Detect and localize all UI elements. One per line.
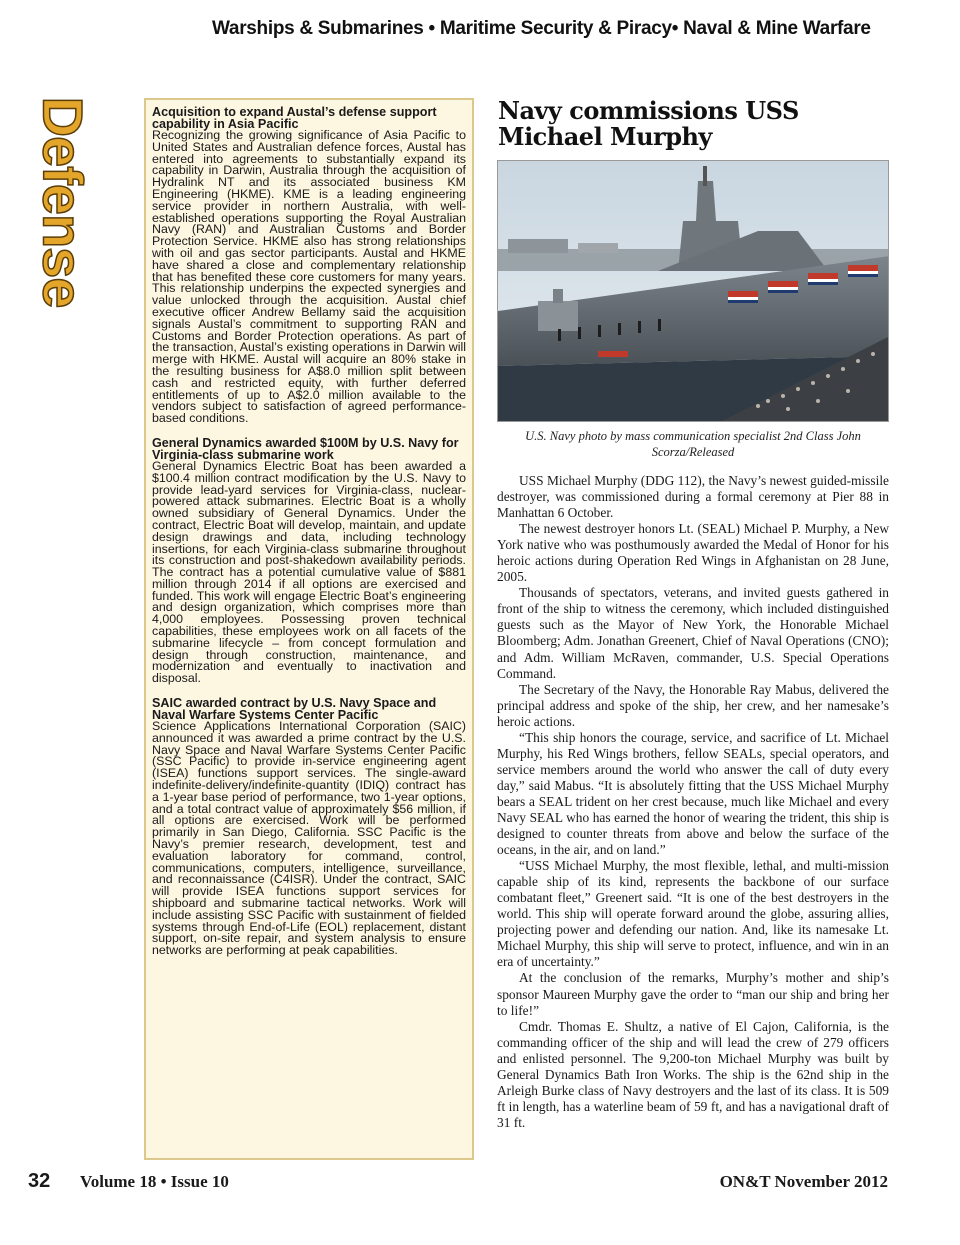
article-paragraph: “USS Michael Murphy, the most flexible, lethal, and multi-mission capable ship of its kind, represents the backbone of our surface combatant fleet,” Greenert said. “It is one of the best destroyers in the world. This ship will operate forward around the globe, assuring allies, projecting power and defending our nation. And, like its namesake Lt. Michael Murphy, this ship will serve to protect, influence, and win in an era of uncertainty.” (497, 858, 889, 970)
sidebar-item-body: Science Applications International Corporation (SAIC) announced it was awarded a prime contract by the U.S. Navy Space and Naval Warfare Systems Center Pacific (SSC Pacific) to provide in-service engineering agent (ISEA) functions support services. The single-award indefinite-delivery/indefinite-quantity (IDIQ) contract has a 1-year base period of performance, two 1-year options, and a total contract value of approximately $56 million, if all options are exercised. Work will be performed primarily in San Diego, California. SSC Pacific is the Navy’s premier research, development, test and evaluation laboratory for command, control, communications, computers, intelligence, surveillance, and reconnaissance (C4ISR). Under the contract, SAIC will provide ISEA functions support services for shipboard and submarine tactical networks. Work will include assisting SSC Pacific with sustainment of fielded systems through End-of-Life (EOL) replacement, distant support, on-site repair, and system analysis to ensure networks are performing at peak capabilities. (152, 719, 466, 958)
article-paragraph: Thousands of spectators, veterans, and invited guests gathered in front of the ship to witness the ceremony, which included distinguished guests such as the Mayor of New York, the Honorable Michael Bloomberg; Adm. Jonathan Greenert, Chief of Naval Operations (CNO); and Adm. William McRaven, commander, U.S. Special Operations Command. (497, 585, 889, 681)
sidebar-item-body: General Dynamics Electric Boat has been awarded a $100.4 million contract modification by the U.S. Navy to provide lead-yard services for Virginia-class, nuclear-powered attack submarines. Electric Boat is a wholly owned subsidiary of General Dynamics. Under the contract, Electric Boat will develop, maintain, and update design drawings and data, including technology insertions, for each Virginia-class submarine throughout its construction and post-shakedown availability periods. The contract has a potential cumulative value of $881 million through 2014 if all options are exercised and funded. This work will engage Electric Boat’s engineering and design organization, which comprises more than 4,000 employees. Possessing proven technical capabilities, these employees work on all facets of the submarine lifecycle – from concept formulation and design through construction, maintenance, and modernization and eventually to inactivation and disposal. (152, 458, 466, 686)
ship-commissioning-photo (497, 160, 889, 422)
sidebar-item-title: SAIC awarded contract by U.S. Navy Space and Naval Warfare Systems Center Pacific (152, 696, 437, 723)
sidebar-item-title: Acquisition to expand Austal’s defense support capability in Asia Pacific (152, 105, 437, 131)
article-paragraph: Cmdr. Thomas E. Shultz, a native of El Cajon, California, is the commanding officer of the ship and will lead the crew of 279 officers and enlisted personnel. The 9,200-ton Michael Murphy was built by General Dynamics Bath Iron Works. The ship is the 62nd ship in the Arleigh Burke class of Navy destroyers and the last of its class. It is 509 ft in length, has a waterline beam of 59 ft, and has a navigational draft of 31 ft. (497, 1018, 889, 1130)
article-paragraph: The Secretary of the Navy, the Honorable Ray Mabus, delivered the principal address and spoke of the ship, her crew, and her namesake’s heroic actions. (497, 681, 889, 729)
article-headline: Navy commissions USS Michael Murphy (498, 96, 799, 151)
article-body (497, 473, 889, 1131)
news-sidebar (144, 98, 474, 1160)
article-paragraph: The newest destroyer honors Lt. (SEAL) Michael P. Murphy, a New York native who was posthumously awarded the Medal of Honor for his heroic actions during Operation Red Wings in Afghanistan on 28 June, 2005. (497, 521, 889, 585)
article-paragraph: At the conclusion of the remarks, Murphy’s mother and ship’s sponsor Maureen Murphy gave the order to “man our ship and bring her to life!” (497, 970, 889, 1018)
sidebar-news-item (152, 437, 466, 685)
sidebar-news-item (152, 697, 466, 957)
volume-issue: Volume 18 • Issue 10 (80, 1172, 229, 1191)
photo-caption: U.S. Navy photo by mass communication specialist 2nd Class John Scorza/Released (525, 429, 861, 459)
section-tab-label: Defense (31, 96, 95, 308)
publication-date: ON&T November 2012 (719, 1172, 888, 1191)
article-paragraph: USS Michael Murphy (DDG 112), the Navy’s newest guided-missile destroyer, was commissioned during a formal ceremony at Pier 88 in Manhattan 6 October. (497, 473, 889, 521)
article-paragraph: “This ship honors the courage, service, and sacrifice of Lt. Michael Murphy, his Red Wings brothers, fellow SEALs, special operators, and service members around the world who answer the call of duty every day,” said Mabus. “It is absolutely fitting that the USS Michael Murphy bears a SEAL trident on her crest because, much like Michael and every Navy SEAL who has earned the honor of wearing the trident, this ship is designed to counter threats from above and below the surface of the oceans, in the air, and on land.” (497, 729, 889, 858)
section-tab (31, 96, 95, 308)
page-number: 32 (28, 1170, 51, 1192)
sidebar-item-body: Recognizing the growing significance of Asia Pacific to United States and Australian defence forces, Austal has entered into agreements to substantially expand its capability in Darwin, Australia through the acquisition of Hydralink NT and its associated business KM Engineering (HKME). KME is a leading engineering service provider in northern Australia, with well-established operations supporting the Royal Australian Navy (RAN) and Australian Customs and Border Protection Service. HKME also has strong relationships with oil and gas sector participants. Austal and HKME have shared a close and complementary relationship that has benefited these core customers for many years. This relationship underpins the expected synergies and value unlocked through the acquisition. Austal chief executive officer Andrew Bellamy said the acquisition signals Austal’s commitment to supporting RAN and Customs and Border Protection operations. As part of the transaction, Austal’s existing operations in Darwin will merge with HKME. Austal will acquire an 80% stake in the resulting business for A$8.0 million split between cash and restricted equity, with further deferred entitlements of up to A$2.0 million available to the vendors subject to satisfaction of agreed performance-based conditions. (152, 128, 466, 426)
sidebar-news-item (152, 106, 466, 425)
sidebar-item-title: General Dynamics awarded $100M by U.S. Navy for Virginia-class submarine work (152, 435, 459, 462)
section-topics-header: Warships & Submarines • Maritime Security & Piracy• Naval & Mine Warfare (212, 18, 871, 39)
